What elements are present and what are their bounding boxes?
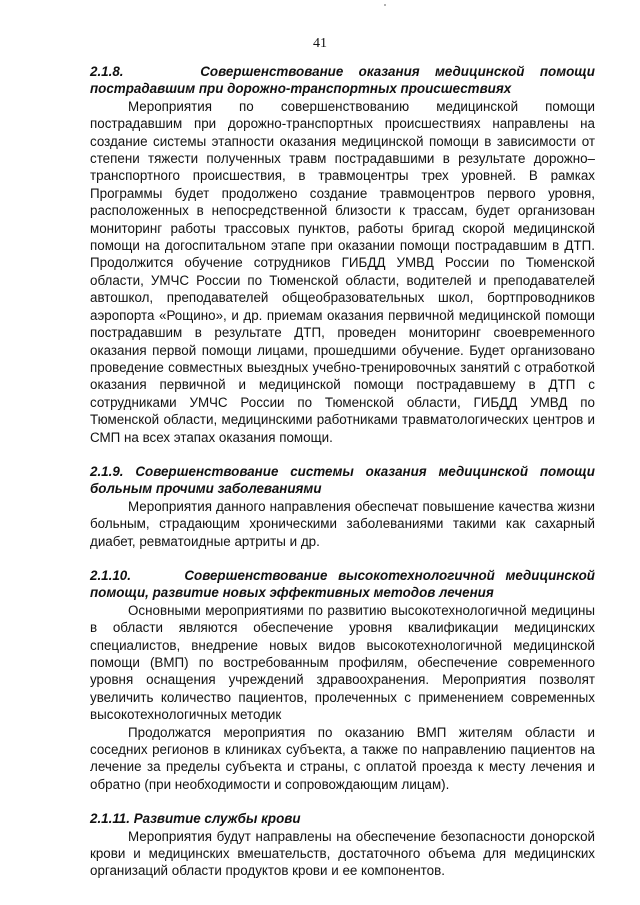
paragraph: Мероприятия по совершенствованию медицинской помощи пострадавшим при дорожно-транспортных происшествиях направлены на создание системы этапности оказания медицинской помощи в зависимости от степени тяжести полученных травм пострадавшими в результате дорожно–транспортного происшествия, в травмоцентры трех уровней. В рамках Программы будет продолжено создание травмоцентров первого уровня, расположенных в непосредственной близости к трассам, будет организован мониторинг работы трассовых пунктов, работы бригад скорой медицинской помощи на догоспитальном этапе при оказании помощи пострадавшим в ДТП. Продолжится обучение сотрудников ГИБДД УМВД России по Тюменской области, УМЧС России по Тюменской области, водителей и преподавателей автошкол, преподавателей общеобразовательных школ, бортпроводников аэропорта «Рощино», и др. приемам оказания первичной медицинской помощи пострадавшим в результате ДТП, проведен мониторинг своевременного оказания первой помощи лицами, прошедшими обучение. Будет организовано проведение совместных выездных учебно-тренировочных занятий с отработкой оказания первичной и медицинской помощи пострадавшему в ДТП с сотрудниками УМЧС России по Тюменской области, ГИБДД УМВД по Тюменской области, медицинскими работниками травматологических центров и СМП на всех этапах оказания помощи. — [90, 98, 595, 445]
section-title: Совершенствование высокотехнологичной медицинской помощи, развитие новых эффективных методов лечения — [90, 567, 595, 601]
section-2-1-11 — [90, 810, 595, 880]
section-title: Совершенствование системы оказания медицинской помощи больным прочими заболеваниями — [90, 463, 595, 497]
section-2-1-10 — [90, 567, 595, 793]
paragraph: Мероприятия будут направлены на обеспечение безопасности донорской крови и медицинских вмешательств, достаточного объема для медицинских организаций области продуктов крови и ее компонентов. — [90, 828, 595, 879]
page-number: 41 — [313, 36, 327, 51]
section-title: Совершенствование оказания медицинской помощи пострадавшим при дорожно-транспортных происшествиях — [90, 64, 595, 97]
section-2-1-9 — [90, 463, 595, 550]
section-heading — [90, 63, 595, 98]
section-number: 2.1.10. — [90, 567, 131, 583]
section-heading — [90, 463, 595, 498]
paragraph: Мероприятия данного направления обеспечат повышение качества жизни больным, страдающим хроническими заболеваниями такими как сахарный диабет, ревматоидные артриты и др. — [90, 498, 595, 549]
section-heading — [90, 810, 595, 827]
section-number: 2.1.11. — [90, 811, 130, 827]
section-number: 2.1.9. — [90, 463, 124, 479]
section-number: 2.1.8. — [90, 64, 124, 79]
section-2-1-8 — [90, 63, 595, 446]
section-heading — [90, 567, 595, 602]
paragraph: Основными мероприятиями по развитию высокотехнологичной медицины в области являются обеспечение уровня квалификации медицинских специалистов, внедрение новых видов высокотехнологичной медицинской помощи (ВМП) по востребованным профилям, обеспечение современного уровня оснащения учреждений здравоохранения. Мероприятия позволят увеличить количество пациентов, пролеченных с применением современных высокотехнологичных методик — [90, 602, 595, 723]
page-content — [90, 63, 595, 897]
paragraph: Продолжатся мероприятия по оказанию ВМП жителям области и соседних регионов в клиниках субъекта, а также по направлению пациентов на лечение за пределы субъекта и страны, с оплатой проезда к месту лечения и обратно (при необходимости и сопровождающим лицам). — [90, 724, 595, 792]
section-title: Развитие службы крови — [133, 811, 301, 827]
scan-speck — [384, 4, 386, 6]
